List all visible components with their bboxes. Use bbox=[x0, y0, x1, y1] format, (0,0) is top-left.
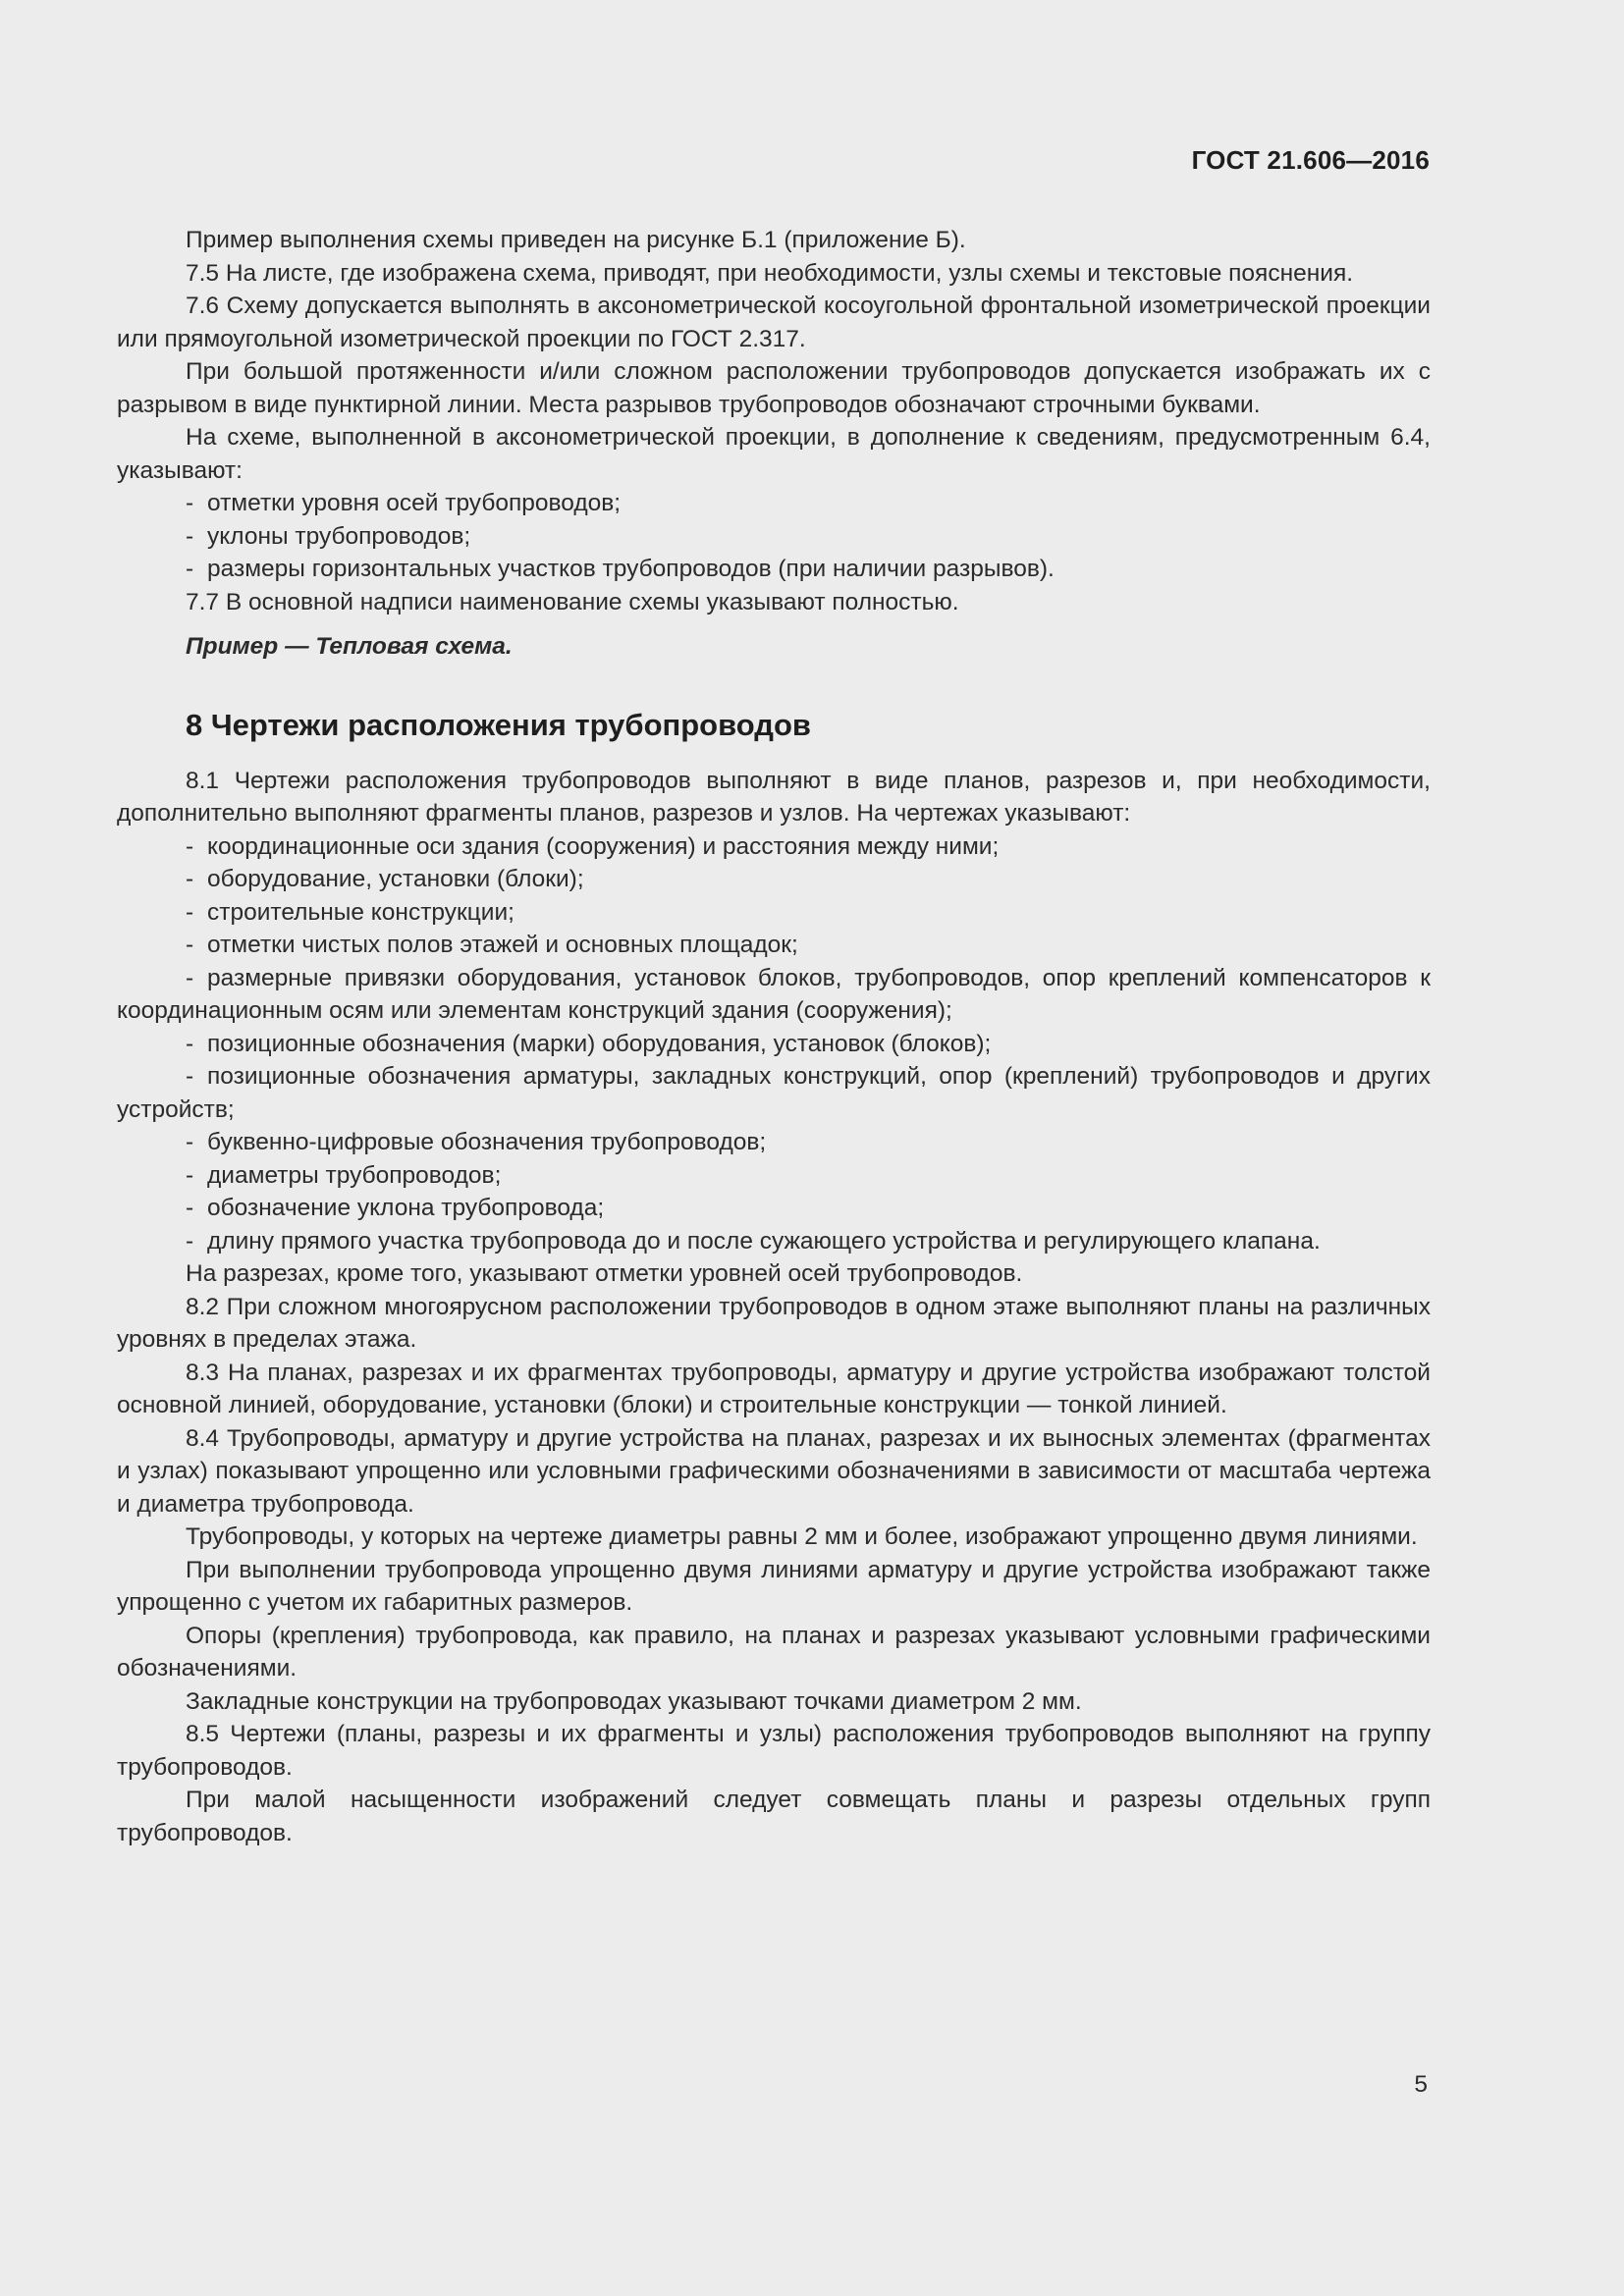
list-item-text: размерные привязки оборудования, установок блоков, трубопроводов, опор креплений компенсаторов к координационным осям или элементам конструкций здания (сооружения); bbox=[117, 964, 1431, 1024]
dash-marker: - bbox=[186, 1161, 194, 1189]
page-body bbox=[117, 224, 1431, 1849]
list-item-text: буквенно-цифровые обозначения трубопроводов; bbox=[207, 1129, 767, 1155]
dash-marker: - bbox=[186, 1063, 194, 1090]
clause-8-4: 8.4 Трубопроводы, арматуру и другие устройства на планах, разрезах и их выносных элементах (фрагментах и узлах) показывают упрощенно или условными графическими обозначениями в зависимости от масштаба чертежа и диаметра трубопровода. bbox=[117, 1424, 1431, 1518]
list-item-text: длину прямого участка трубопровода до и после сужающего устройства и регулирующего клапана. bbox=[207, 1227, 1321, 1255]
list-item bbox=[117, 1060, 1431, 1126]
list-item-text: отметки чистых полов этажей и основных площадок; bbox=[207, 932, 798, 958]
list-item-text: отметки уровня осей трубопроводов; bbox=[207, 490, 622, 516]
dash-marker: - bbox=[186, 832, 194, 860]
list-item bbox=[117, 1192, 1431, 1225]
list-item bbox=[117, 896, 1431, 930]
list-item-text: строительные конструкции; bbox=[207, 898, 514, 926]
paragraph: Трубопроводы, у которых на чертеже диаметры равны 2 мм и более, изображают упрощенно двумя линиями. bbox=[186, 1523, 1418, 1550]
paragraph: Закладные конструкции на трубопроводах указывают точками диаметром 2 мм. bbox=[186, 1687, 1082, 1715]
list-item bbox=[117, 520, 1431, 554]
clause-7-6: 7.6 Схему допускается выполнять в аксонометрической косоугольной фронтальной изометрической проекции или прямоугольной изометрической проекции по ГОСТ 2.317. bbox=[117, 293, 1431, 352]
list-item bbox=[117, 1028, 1431, 1061]
clause-7-7: 7.7 В основной надписи наименование схемы указывают полностью. bbox=[186, 588, 959, 615]
list-item-text: уклоны трубопроводов; bbox=[207, 522, 471, 550]
example-note: Пример — Тепловая схема. bbox=[186, 633, 513, 660]
page-number: 5 bbox=[1414, 2071, 1428, 2098]
paragraph: При большой протяженности и/или сложном расположении трубопроводов допускается изображать их с разрывом в виде пунктирной линии. Места разрывов трубопроводов обозначают строчными буквами. bbox=[117, 358, 1431, 418]
clause-8-3: 8.3 На планах, разрезах и их фрагментах трубопроводы, арматуру и другие устройства изображают толстой основной линией, оборудование, установки (блоки) и строительные конструкции — тонкой линией. bbox=[117, 1359, 1431, 1418]
list-item-text: координационные оси здания (сооружения) и расстояния между ними; bbox=[207, 832, 1000, 860]
list-item-text: диаметры трубопроводов; bbox=[207, 1161, 502, 1189]
dash-marker: - bbox=[186, 522, 194, 550]
clause-8-5: 8.5 Чертежи (планы, разрезы и их фрагменты и узлы) расположения трубопроводов выполняют на группу трубопроводов. bbox=[117, 1721, 1431, 1781]
list-item bbox=[117, 863, 1431, 896]
clause-8-1: 8.1 Чертежи расположения трубопроводов выполняют в виде планов, разрезов и, при необходимости, дополнительно выполняют фрагменты планов, разрезов и узлов. На чертежах указывают: bbox=[117, 767, 1431, 827]
dash-marker: - bbox=[186, 898, 194, 926]
paragraph: При выполнении трубопровода упрощенно двумя линиями арматуру и другие устройства изображают также упрощенно с учетом их габаритных размеров. bbox=[117, 1556, 1431, 1616]
clause-8-2: 8.2 При сложном многоярусном расположении трубопроводов в одном этаже выполняют планы на различных уровнях в пределах этажа. bbox=[117, 1293, 1431, 1353]
dash-marker: - bbox=[186, 1030, 194, 1057]
list-item-text: размеры горизонтальных участков трубопроводов (при наличии разрывов). bbox=[207, 556, 1055, 582]
list-item bbox=[117, 929, 1431, 962]
list-item bbox=[117, 1126, 1431, 1159]
paragraph: Опоры (крепления) трубопровода, как правило, на планах и разрезах указывают условными графическими обозначениями. bbox=[117, 1622, 1431, 1682]
section-title: 8 Чертежи расположения трубопроводов bbox=[186, 707, 811, 742]
list-item bbox=[117, 1225, 1431, 1258]
dash-marker: - bbox=[186, 1227, 194, 1255]
dash-marker: - bbox=[186, 1129, 194, 1155]
list-item bbox=[117, 830, 1431, 864]
list-item-text: оборудование, установки (блоки); bbox=[207, 866, 584, 892]
dash-marker: - bbox=[186, 1195, 194, 1221]
list-item-text: позиционные обозначения арматуры, закладных конструкций, опор (креплений) трубопроводов и других устройств; bbox=[117, 1063, 1431, 1123]
paragraph: На схеме, выполненной в аксонометрической проекции, в дополнение к сведениям, предусмотренным 6.4, указывают: bbox=[117, 424, 1431, 484]
list-item bbox=[117, 962, 1431, 1028]
paragraph: На разрезах, кроме того, указывают отметки уровней осей трубопроводов. bbox=[186, 1260, 1023, 1287]
list-item-text: позиционные обозначения (марки) оборудования, установок (блоков); bbox=[207, 1030, 992, 1057]
clause-7-5: 7.5 На листе, где изображена схема, приводят, при необходимости, узлы схемы и текстовые пояснения. bbox=[186, 259, 1354, 287]
list-item-text: обозначение уклона трубопровода; bbox=[207, 1195, 605, 1221]
dash-marker: - bbox=[186, 964, 194, 991]
dash-marker: - bbox=[186, 866, 194, 892]
list-item bbox=[117, 1159, 1431, 1193]
list-item bbox=[117, 487, 1431, 520]
paragraph: При малой насыщенности изображений следует совмещать планы и разрезы отдельных групп трубопроводов. bbox=[117, 1787, 1431, 1846]
dash-marker: - bbox=[186, 490, 194, 516]
document-code: ГОСТ 21.606—2016 bbox=[1191, 145, 1430, 175]
dash-marker: - bbox=[186, 932, 194, 958]
list-item bbox=[117, 553, 1431, 586]
dash-marker: - bbox=[186, 556, 194, 582]
paragraph: Пример выполнения схемы приведен на рисунке Б.1 (приложение Б). bbox=[186, 227, 966, 253]
